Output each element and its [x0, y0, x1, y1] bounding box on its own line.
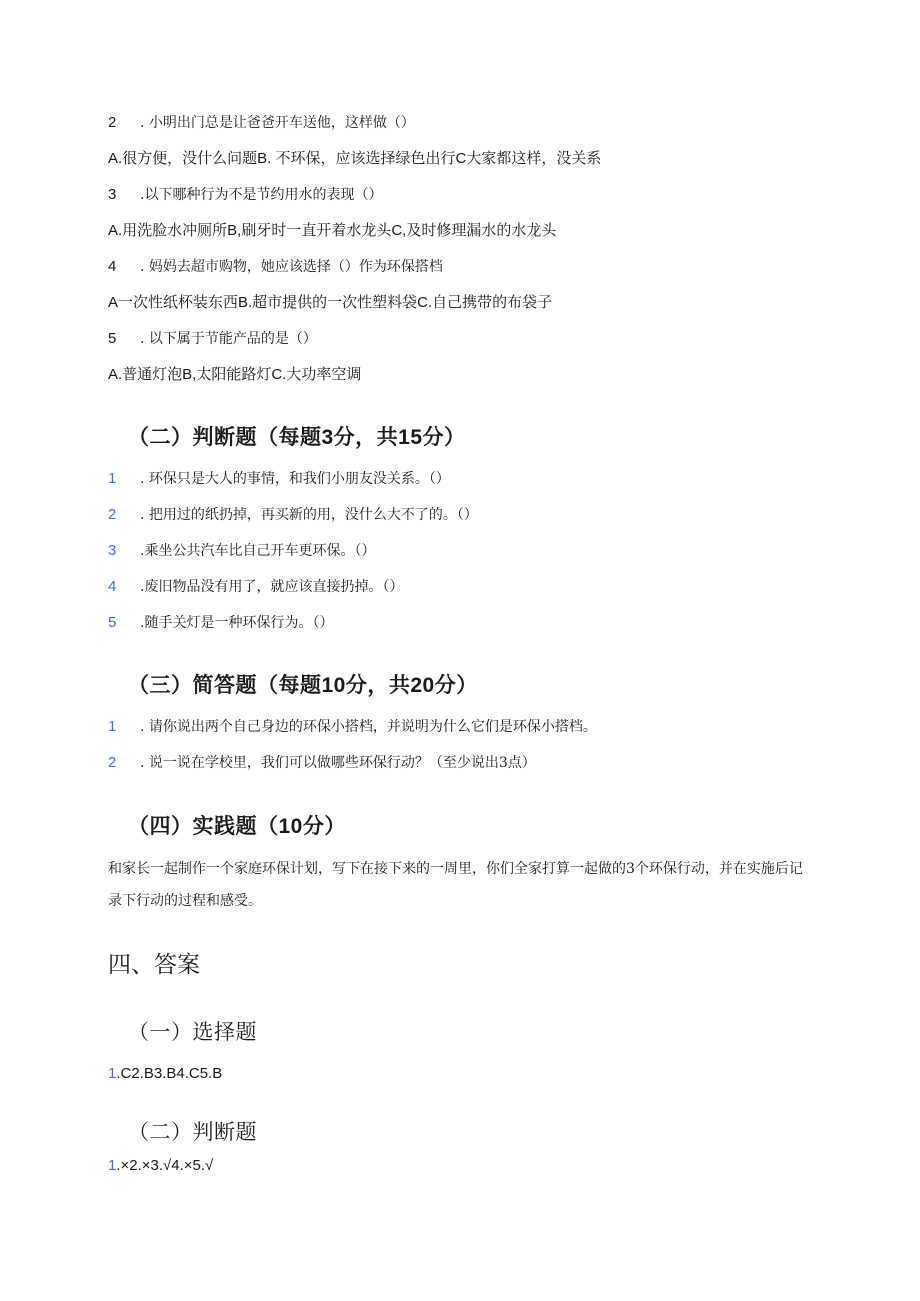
answers-choice-heading: （一）选择题 — [128, 1021, 257, 1044]
judge-item-1 — [108, 469, 450, 489]
section-heading-short-answer: （三）简答题（每题10分，共20分） — [128, 674, 478, 697]
question-text: . 妈妈去超市购物，她应该选择（）作为环保搭档 — [140, 259, 443, 275]
item-number: 1 — [108, 470, 117, 487]
item-number: 4 — [108, 578, 117, 595]
answers-judge-heading: （二）判断题 — [128, 1121, 257, 1144]
answer-first-number: 1 — [108, 1065, 117, 1082]
question-text: .以下哪种行为不是节约用水的表现（） — [140, 187, 383, 203]
question-text: . 小明出门总是让爸爸开车送他，这样做（） — [140, 115, 415, 131]
item-text: .随手关灯是一种环保行为。（） — [140, 615, 334, 631]
question-number: 2 — [108, 114, 117, 131]
answer-first-number: 1 — [108, 1157, 117, 1174]
judge-item-5 — [108, 613, 333, 633]
item-text: . 请你说出两个自己身边的环保小搭档，并说明为什么它们是环保小搭档。 — [140, 719, 597, 735]
answers-choice — [108, 1064, 222, 1084]
practice-text: 和家长一起制作一个家庭环保计划，写下在接下来的一周里，你们全家打算一起做的3个环保行动，并在实施后记录下行动的过程和感受。 — [108, 861, 803, 909]
judge-item-4 — [108, 577, 403, 597]
choice-question-4 — [108, 257, 443, 277]
item-number: 3 — [108, 542, 117, 559]
item-text: . 把用过的纸扔掉，再买新的用，没什么大不了的。（） — [140, 507, 478, 523]
question-number: 5 — [108, 330, 117, 347]
question-number: 4 — [108, 258, 117, 275]
section-heading-judge: （二）判断题（每题3分，共15分） — [128, 426, 466, 449]
answer-list: .C2.B3.B4.C5.B — [116, 1065, 223, 1082]
choice-options-2: A.很方便，没什么问题B. 不环保，应该选择绿色出行C大家都这样，没关系 — [108, 150, 602, 167]
choice-options-4: A一次性纸杯装东西B.超市提供的一次性塑料袋C.自己携带的布袋子 — [108, 294, 553, 311]
choice-options-5: A.普通灯泡B,太阳能路灯C.大功率空调 — [108, 366, 362, 383]
section-heading-practice: （四）实践题（10分） — [128, 815, 346, 838]
item-number: 1 — [108, 718, 117, 735]
choice-options-3: A.用洗脸水冲厕所B,刷牙时一直开着水龙头C,及时修理漏水的水龙头 — [108, 222, 557, 239]
answers-title: 四、答案 — [108, 951, 200, 977]
item-number: 2 — [108, 754, 117, 771]
item-text: . 环保只是大人的事情，和我们小朋友没关系。（） — [140, 471, 450, 487]
short-answer-item-2 — [108, 753, 536, 773]
item-number: 2 — [108, 506, 117, 523]
choice-question-2 — [108, 113, 415, 133]
judge-item-3 — [108, 541, 375, 561]
answer-list: .×2.×3.√4.×5.√ — [116, 1157, 214, 1174]
item-text: .废旧物品没有用了，就应该直接扔掉。（） — [140, 579, 404, 595]
judge-item-2 — [108, 505, 478, 525]
item-number: 5 — [108, 614, 117, 631]
question-text: . 以下属于节能产品的是（） — [140, 331, 317, 347]
item-text: . 说一说在学校里，我们可以做哪些环保行动？（至少说出3点） — [140, 755, 536, 771]
short-answer-item-1 — [108, 717, 597, 737]
question-number: 3 — [108, 186, 117, 203]
answers-judge — [108, 1156, 213, 1176]
choice-question-3 — [108, 185, 382, 205]
item-text: .乘坐公共汽车比自己开车更环保。（） — [140, 543, 376, 559]
choice-question-5 — [108, 329, 317, 349]
